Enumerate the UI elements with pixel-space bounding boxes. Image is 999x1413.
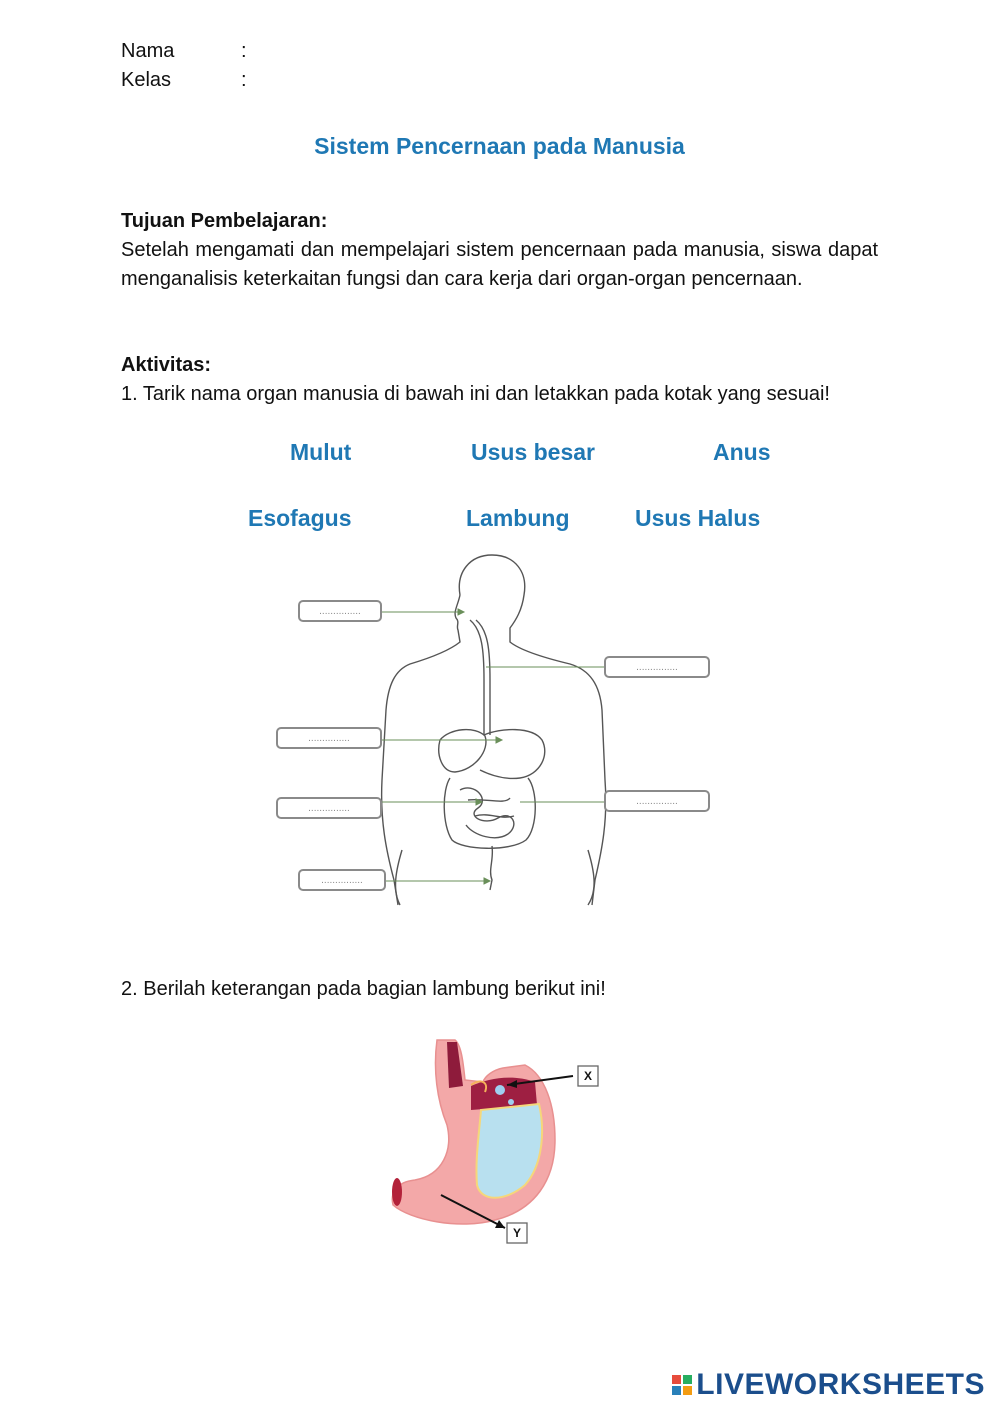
page-title: Sistem Pencernaan pada Manusia bbox=[314, 133, 685, 159]
activity-heading: Aktivitas: bbox=[121, 354, 212, 376]
name-label: Nama bbox=[121, 40, 175, 62]
answer-box-usus-halus[interactable]: ............... bbox=[276, 797, 382, 819]
rectum bbox=[490, 846, 492, 890]
drag-word-mulut[interactable]: Mulut bbox=[290, 439, 352, 465]
drag-word-usus-besar[interactable]: Usus besar bbox=[471, 439, 596, 465]
logo-text: LIVEWORKSHEETS bbox=[696, 1368, 985, 1401]
question-1: 1. Tarik nama organ manusia di bawah ini dan letakkan pada kotak yang sesuai! bbox=[121, 383, 830, 405]
answer-box-usus-besar[interactable]: ............... bbox=[604, 790, 710, 812]
stomach-outline bbox=[480, 730, 545, 779]
class-label: Kelas bbox=[121, 69, 172, 91]
question-2: 2. Berilah keterangan pada bagian lambung berikut ini! bbox=[121, 978, 606, 1000]
objective-heading: Tujuan Pembelajaran: bbox=[121, 210, 328, 232]
stomach-label-y: Y bbox=[512, 1226, 521, 1240]
small-intestine bbox=[460, 788, 514, 838]
name-colon: : bbox=[241, 40, 247, 62]
body-outline-right bbox=[459, 555, 605, 905]
answer-box-lambung[interactable]: ............... bbox=[276, 727, 382, 749]
drag-word-anus[interactable]: Anus bbox=[713, 439, 771, 465]
class-colon: : bbox=[241, 69, 247, 91]
objective-text: Setelah mengamati dan mempelajari sistem pencernaan pada manusia, siswa dapat menganalisis keterkaitan fungsi dan cara kerja dari organ-organ pencernaan. bbox=[121, 239, 878, 290]
stomach-label-x: X bbox=[583, 1069, 592, 1083]
logo-grid-icon bbox=[672, 1375, 692, 1395]
drag-word-esofagus[interactable]: Esofagus bbox=[248, 505, 352, 531]
body-outline-left bbox=[382, 595, 460, 905]
stomach-diagram bbox=[385, 1030, 625, 1250]
liveworksheets-logo bbox=[672, 1368, 985, 1402]
drag-word-lambung[interactable]: Lambung bbox=[466, 505, 570, 531]
answer-box-esofagus[interactable]: ............... bbox=[604, 656, 710, 678]
answer-box-anus[interactable]: ............... bbox=[298, 869, 386, 891]
drag-word-usus-halus[interactable]: Usus Halus bbox=[635, 505, 761, 531]
answer-box-mulut[interactable]: ............... bbox=[298, 600, 382, 622]
